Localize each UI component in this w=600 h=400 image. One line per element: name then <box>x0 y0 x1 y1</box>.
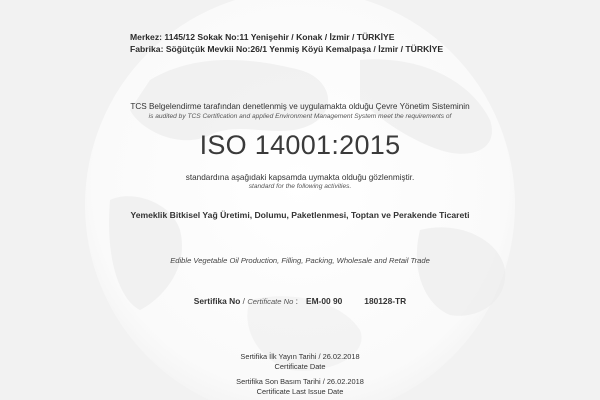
first-issue-value: / 26.02.2018 <box>316 352 360 361</box>
intro-text-en: is audited by TCS Certification and applied Environment Management System meet the requirements of <box>148 113 452 120</box>
factory-address: Fabrika: Söğütçük Mevkii No:26/1 Yenmiş Köyü Kemalpaşa / İzmir / TÜRKİYE <box>130 44 444 54</box>
last-issue-label: Sertifika Son Basım Tarihi <box>236 377 321 386</box>
first-issue-label: Sertifika İlk Yayın Tarihi <box>240 352 317 361</box>
last-issue-label-en: Certificate Last Issue Date <box>256 387 344 396</box>
last-issue-value: / 26.02.2018 <box>320 377 364 386</box>
last-issue-date-row <box>0 377 600 386</box>
certificate-ref: 180128-TR <box>364 296 407 306</box>
scope-text-tr: Yemeklik Bitkisel Yağ Üretimi, Dolumu, Paketlenmesi, Toptan ve Perakende Ticareti <box>130 210 470 220</box>
intro-text-tr: TCS Belgelendirme tarafından denetlenmiş ve uygulamakta olduğu Çevre Yönetim Sisteminin <box>130 102 470 111</box>
certificate-label-en: Certificate No <box>247 297 294 306</box>
certificate-colon: : <box>293 296 298 306</box>
standard-text-en: standard for the following activities. <box>248 183 352 190</box>
standard-text-tr: standardına aşağıdaki kapsamda uymakta olduğu gözlenmiştir. <box>185 173 415 182</box>
scope-text-en: Edible Vegetable Oil Production, Filling, Packing, Wholesale and Retail Trade <box>170 256 430 265</box>
hq-address: Merkez: 1145/12 Sokak No:11 Yenişehir / Konak / İzmir / TÜRKİYE <box>130 32 395 42</box>
first-issue-label-en: Certificate Date <box>274 362 326 371</box>
certificate-label-separator: / <box>240 296 248 306</box>
certificate-label-tr: Sertifika No <box>193 296 241 306</box>
standard-title: ISO 14001:2015 <box>199 130 401 160</box>
certificate-number-row <box>0 296 600 306</box>
first-issue-date-row <box>0 352 600 361</box>
certificate-number: EM-00 90 <box>305 296 343 306</box>
